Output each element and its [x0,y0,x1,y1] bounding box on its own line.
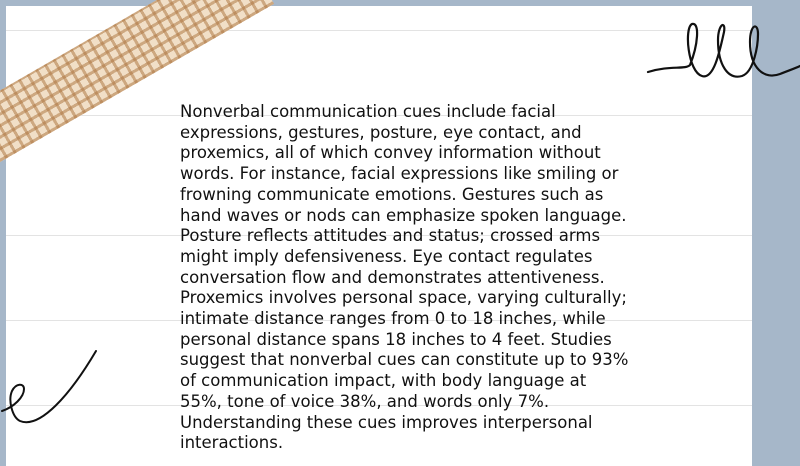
curl-scribble-icon [0,345,110,430]
loop-scribble-icon [640,10,800,85]
body-paragraph: Nonverbal communication cues include facial expressions, gestures, posture, eye contact, and proxemics, all of which convey information without words. For instance, facial expressions like smiling or frowning communicate emotions. Gestures such as hand waves or nods can emphasize spoken language. Posture reflects attitudes and status; crossed arms might imply defensiveness. Eye contact regulates conversation flow and demonstrates attentiveness. Proxemics involves personal space, varying culturally; intimate distance ranges from 0 to 18 inches, while personal distance spans 18 inches to 4 feet. Studies suggest that nonverbal cues can constitute up to 93% of communication impact, with body language at 55%, tone of voice 38%, and words only 7%. Understanding these cues improves interpersonal interactions. [180,102,629,453]
